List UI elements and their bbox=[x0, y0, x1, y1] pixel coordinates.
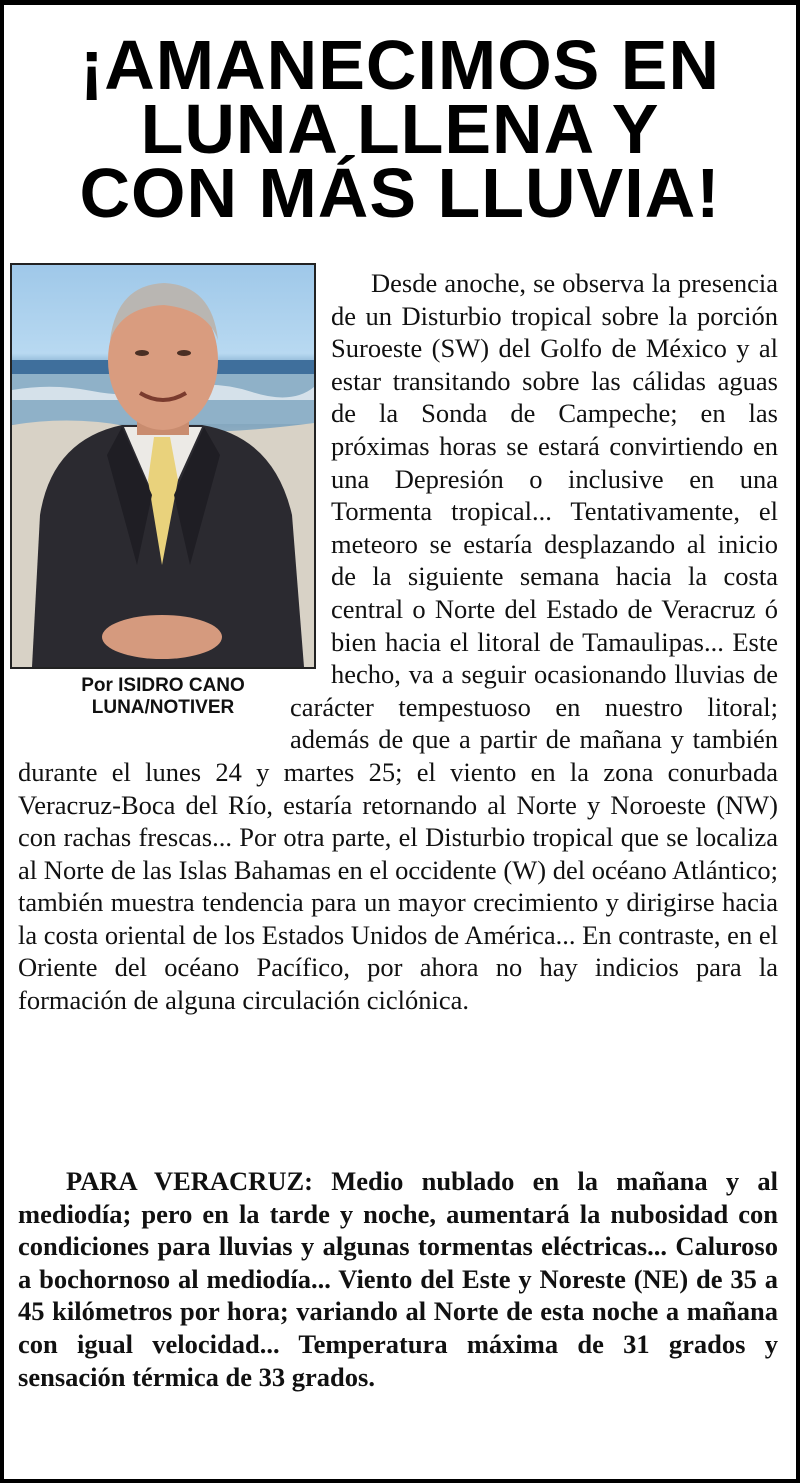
headline-line-1: ¡AMANECIMOS EN bbox=[79, 26, 721, 104]
headline-line-3: CON MÁS LLUVIA! bbox=[79, 154, 721, 232]
forecast-section bbox=[18, 1165, 778, 1393]
byline-line-2: LUNA/NOTIVER bbox=[91, 697, 235, 718]
headline-line-2: LUNA LLENA Y bbox=[140, 90, 660, 168]
article-body bbox=[18, 267, 778, 1017]
forecast-paragraph: PARA VERACRUZ: Medio nublado en la mañana y al mediodía; pero en la tarde y noche, aumentará la nubosidad con condiciones para lluvias y algunas tormentas eléctricas... Caluroso a bochornoso al mediodía... Viento del Este y Noreste (NE) de 35 a 45 kilómetros por hora; variando al Norte de esta noche a mañana con igual velocidad... Temperatura máxima de 31 grados y sensación térmica de 33 grados. bbox=[18, 1166, 778, 1392]
byline-float-spacer bbox=[18, 687, 290, 727]
article-paragraph: Desde anoche, se observa la presencia de un Disturbio tropical sobre la porción Suroeste (SW) del Golfo de México y al estar transitando sobre las cálidas aguas de la Sonda de Campeche; en las próximas horas se estará convirtiendo en una Depresión o inclusive en una Tormenta tropical... Tentativamente, el meteoro se estaría desplazando al inicio de la siguiente semana hacia la costa central o Norte del Estado de Veracruz ó bien hacia el litoral de Tamaulipas... Este hecho, va a seguir ocasionando lluvias de carácter tempestuoso en nuestro litoral; además de que a partir de mañana y también durante el lunes 24 y martes 25; el viento en la zona conurbada Veracruz-Boca del Río, estaría retornando al Norte y Noroeste (NW) con rachas frescas... Por otra parte, el Disturbio tropical que se localiza al Norte de las Islas Bahamas en el occidente (W) del océano Atlántico; también muestra tendencia para un mayor crecimiento y dirigirse hacia la costa oriental de los Estados Unidos de América... En contraste, en el Oriente del océano Pacífico, por ahora no hay indicios para la formación de alguna circulación ciclónica. bbox=[18, 268, 778, 1016]
byline-line-1: Por ISIDRO CANO bbox=[81, 675, 245, 696]
photo-float-spacer bbox=[18, 267, 331, 687]
headline bbox=[4, 26, 796, 232]
